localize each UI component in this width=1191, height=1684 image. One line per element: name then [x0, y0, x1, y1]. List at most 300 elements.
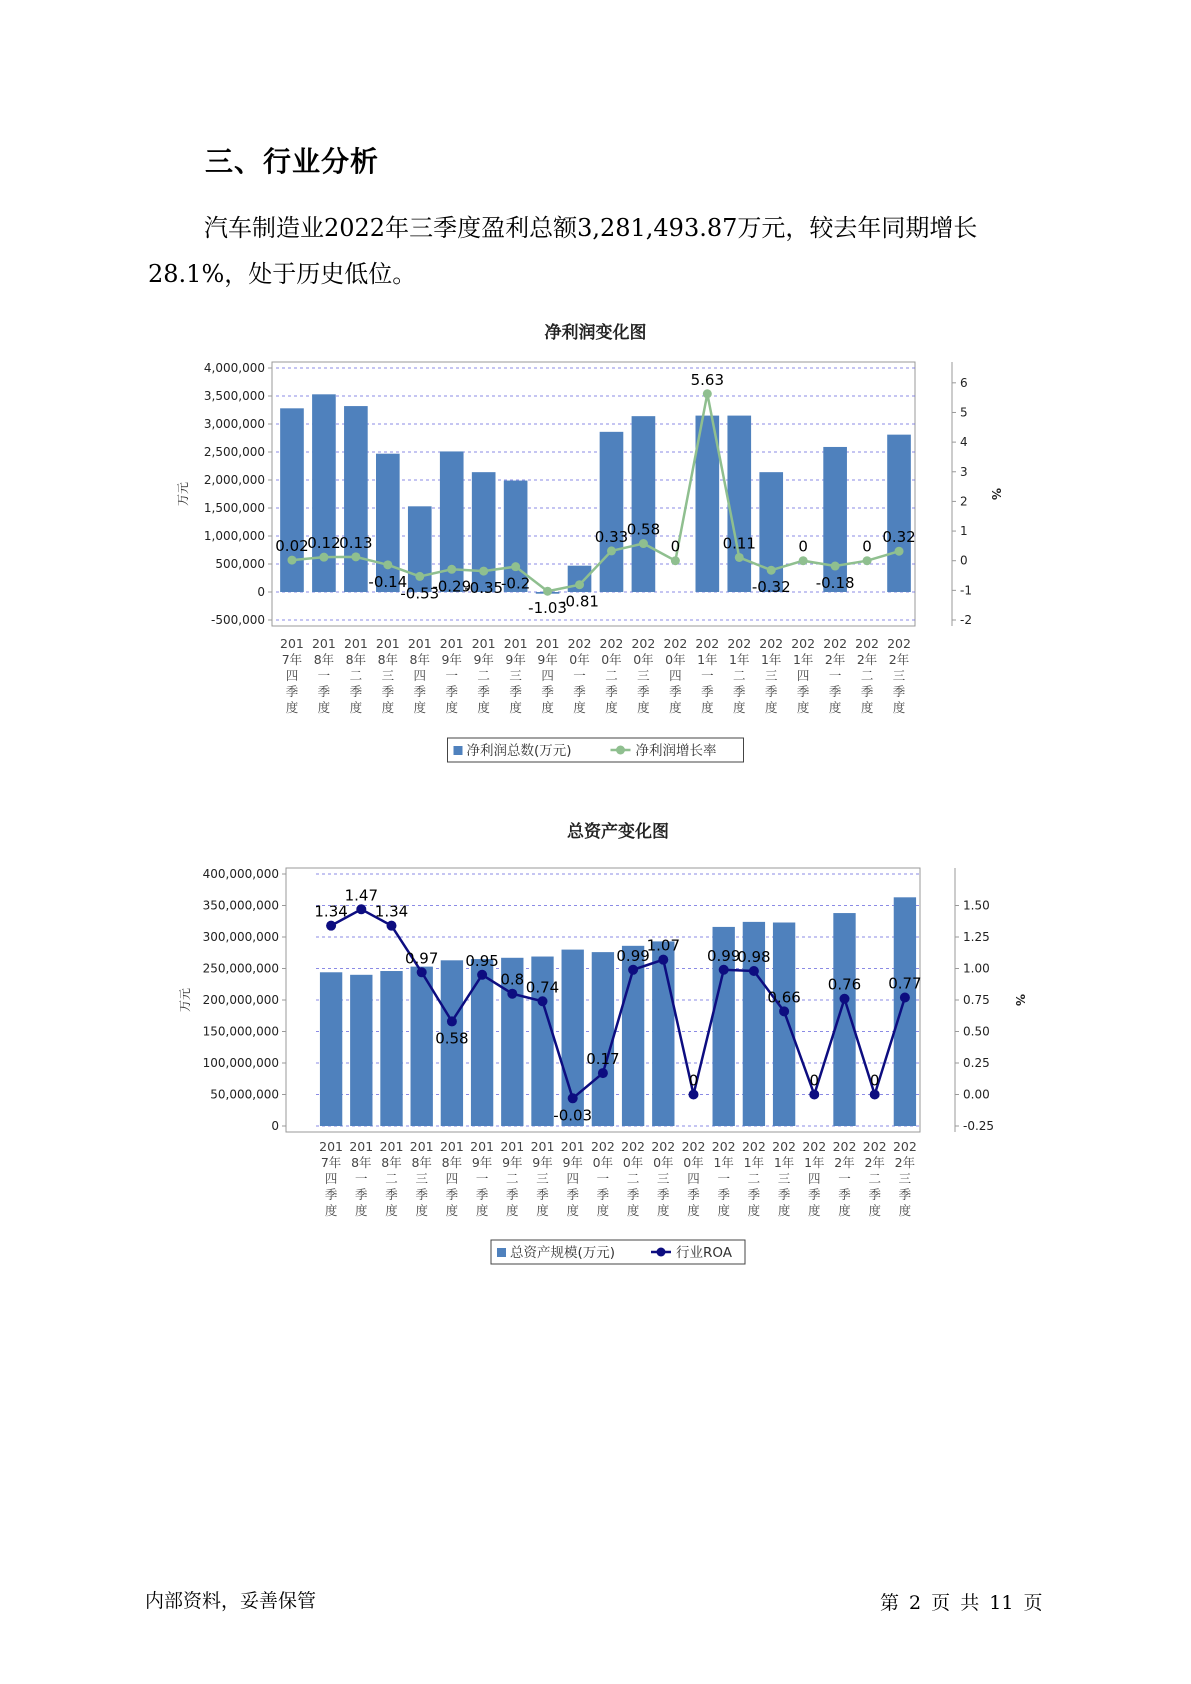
y2-tick-label: 0.75: [963, 993, 990, 1007]
data-label: -0.18: [815, 574, 855, 593]
data-label: 0.76: [827, 975, 862, 994]
x-tick-label: 2年: [894, 1155, 916, 1170]
line-point: [326, 921, 336, 931]
x-tick-label: 度: [415, 1203, 428, 1218]
x-tick-label: 一: [475, 1171, 489, 1186]
y-tick-label: -500,000: [211, 613, 265, 627]
x-tick-label: 202: [663, 636, 688, 651]
x-tick-label: 二: [605, 668, 618, 683]
data-label: 0.58: [626, 520, 661, 539]
bar: [652, 941, 674, 1126]
y2-tick-label: 1.25: [963, 930, 990, 944]
x-tick-label: 度: [445, 700, 458, 715]
bar: [380, 971, 402, 1126]
x-tick-label: 202: [631, 636, 656, 651]
line-point: [356, 904, 366, 914]
x-tick-label: 度: [317, 700, 331, 715]
x-tick-label: 度: [860, 700, 874, 715]
x-tick-label: 二: [860, 668, 874, 683]
x-tick-label: 202: [802, 1139, 827, 1154]
x-tick-label: 9年: [473, 652, 494, 667]
x-tick-label: 季: [669, 684, 682, 699]
y-tick-label: 250,000,000: [202, 961, 279, 976]
data-label: 5.63: [690, 370, 725, 389]
y-tick-label: 50,000,000: [210, 1087, 279, 1102]
data-label: 0.13: [339, 533, 373, 552]
x-tick-label: 季: [596, 1187, 610, 1202]
x-tick-label: 季: [796, 684, 810, 699]
data-label: 0.77: [888, 974, 922, 993]
y2-tick-label: -2: [960, 613, 972, 627]
bar: [894, 897, 916, 1126]
x-tick-label: 201: [560, 1139, 585, 1154]
x-tick-label: 季: [475, 1187, 489, 1202]
x-tick-label: 201: [439, 636, 464, 651]
x-tick-label: 8年: [345, 652, 367, 667]
data-label: 0: [809, 1071, 820, 1090]
x-tick-label: 季: [413, 684, 427, 699]
x-tick-label: 季: [445, 1187, 459, 1202]
x-tick-label: 8年: [377, 652, 399, 667]
x-tick-label: 度: [838, 1203, 851, 1218]
x-tick-label: 8年: [351, 1155, 372, 1170]
x-tick-label: 季: [777, 1187, 791, 1202]
x-tick-label: 202: [695, 636, 720, 651]
x-tick-label: 季: [381, 684, 395, 699]
x-tick-label: 201: [375, 636, 400, 651]
x-tick-label: 二: [868, 1171, 881, 1186]
x-tick-label: 季: [536, 1187, 549, 1202]
bar: [350, 975, 372, 1126]
x-tick-label: 三: [777, 1171, 791, 1186]
x-tick-label: 度: [477, 700, 490, 715]
data-label: 0.98: [737, 948, 771, 967]
x-tick-label: 0年: [592, 1155, 614, 1170]
x-tick-label: 度: [717, 1203, 730, 1218]
x-tick-label: 度: [687, 1203, 700, 1218]
x-tick-label: 二: [477, 668, 490, 683]
legend-line-marker: [657, 1248, 666, 1257]
x-tick-label: 三: [381, 668, 395, 683]
x-tick-label: 度: [777, 1203, 791, 1218]
x-tick-label: 三: [764, 668, 778, 683]
footer-page-number: 第 2 页 共 11 页: [880, 1592, 1043, 1614]
x-tick-label: 度: [285, 700, 299, 715]
x-tick-label: 202: [892, 1139, 917, 1154]
bar: [592, 952, 614, 1126]
x-tick-label: 2年: [856, 652, 878, 667]
x-tick-label: 二: [385, 1171, 398, 1186]
x-tick-label: 0年: [569, 652, 590, 667]
x-tick-label: 0年: [622, 1155, 644, 1170]
data-label: -0.03: [553, 1106, 593, 1125]
x-tick-label: 二: [349, 668, 363, 683]
x-tick-label: 四: [324, 1171, 338, 1186]
x-tick-label: 202: [759, 636, 784, 651]
x-tick-label: 三: [898, 1171, 912, 1186]
legend-line-label: 行业ROA: [676, 1245, 733, 1261]
x-tick-label: 8年: [441, 1155, 463, 1170]
x-tick-label: 三: [415, 1171, 428, 1186]
y-tick-label: 150,000,000: [202, 1024, 279, 1039]
x-tick-label: 三: [657, 1171, 670, 1186]
data-label: 0.17: [586, 1050, 620, 1069]
x-tick-label: 度: [475, 1203, 489, 1218]
x-tick-label: 季: [349, 684, 363, 699]
data-label: 0.02: [275, 537, 309, 556]
x-tick-label: 四: [808, 1171, 821, 1186]
y-tick-label: 3,500,000: [203, 389, 265, 403]
x-tick-label: 202: [681, 1139, 706, 1154]
x-tick-label: 度: [701, 700, 714, 715]
line-point: [779, 1006, 789, 1016]
data-label: 0.74: [525, 978, 560, 997]
x-tick-label: 季: [355, 1187, 368, 1202]
y-tick-label: 0: [271, 1119, 279, 1133]
line-point: [477, 970, 487, 980]
data-label: -0.14: [368, 572, 408, 591]
line-point: [598, 1068, 608, 1078]
legend-bar-swatch: [497, 1248, 506, 1257]
x-tick-label: 202: [621, 1139, 646, 1154]
data-label: -0.53: [400, 584, 440, 603]
x-tick-label: 1年: [792, 652, 814, 667]
data-label: 0: [869, 1071, 880, 1090]
x-tick-label: 一: [838, 1171, 851, 1186]
y2-tick-label: 4: [960, 435, 968, 450]
x-tick-label: 季: [506, 1187, 519, 1202]
x-tick-label: 202: [651, 1139, 676, 1154]
x-tick-label: 季: [764, 684, 778, 699]
x-tick-label: 季: [687, 1187, 700, 1202]
data-label: 0: [670, 537, 681, 556]
line-point: [417, 967, 427, 977]
y-tick-label: 100,000,000: [202, 1056, 279, 1070]
x-tick-label: 9年: [441, 652, 462, 667]
x-tick-label: 2年: [864, 1155, 885, 1170]
x-tick-label: 一: [717, 1171, 730, 1186]
x-tick-label: 季: [324, 1187, 338, 1202]
x-tick-label: 1年: [804, 1155, 825, 1170]
x-tick-label: 季: [415, 1187, 428, 1202]
x-tick-label: 9年: [502, 1155, 523, 1170]
x-tick-label: 度: [605, 700, 618, 715]
x-tick-label: 度: [657, 1203, 670, 1218]
x-tick-label: 201: [379, 1139, 404, 1154]
y-tick-label: 400,000,000: [202, 867, 279, 881]
x-tick-label: 度: [541, 700, 554, 715]
x-tick-label: 一: [701, 668, 714, 683]
bar: [471, 959, 493, 1126]
x-tick-label: 2年: [824, 652, 846, 667]
x-tick-label: 度: [596, 1203, 610, 1218]
x-tick-label: 度: [898, 1203, 912, 1218]
x-tick-label: 201: [407, 636, 432, 651]
x-tick-label: 度: [637, 700, 650, 715]
x-tick-label: 一: [317, 668, 331, 683]
data-label: 0.99: [616, 946, 650, 965]
x-tick-label: 季: [626, 1187, 640, 1202]
x-tick-label: 202: [567, 636, 592, 651]
y2-tick-label: 5: [960, 405, 968, 420]
x-tick-label: 201: [470, 1139, 495, 1154]
x-tick-label: 9年: [471, 1155, 493, 1170]
x-tick-label: 201: [535, 636, 560, 651]
x-tick-label: 1年: [729, 652, 750, 667]
x-tick-label: 季: [898, 1187, 912, 1202]
x-tick-label: 202: [772, 1139, 797, 1154]
data-label: -1.03: [528, 599, 567, 618]
x-tick-label: 202: [727, 636, 752, 651]
x-tick-label: 三: [509, 668, 522, 683]
y-axis-title: 万元: [176, 481, 190, 507]
x-tick-label: 度: [324, 1203, 338, 1218]
data-label: -0.29: [432, 577, 472, 596]
y2-tick-label: 1.00: [963, 961, 990, 976]
x-tick-label: 季: [445, 684, 458, 699]
x-tick-label: 季: [477, 684, 490, 699]
x-tick-label: 201: [500, 1139, 525, 1154]
legend-bar-label: 净利润总数(万元): [466, 743, 572, 759]
y2-tick-label: 6: [960, 375, 968, 390]
data-label: 0: [688, 1071, 699, 1090]
x-tick-label: 201: [343, 636, 368, 651]
x-tick-label: 202: [832, 1139, 857, 1154]
chart-title: 总资产变化图: [567, 822, 669, 842]
y-tick-label: 4,000,000: [203, 361, 265, 375]
x-tick-label: 季: [605, 684, 618, 699]
x-tick-label: 1年: [713, 1155, 734, 1170]
x-tick-label: 一: [355, 1171, 368, 1186]
x-tick-label: 9年: [532, 1155, 553, 1170]
x-tick-label: 202: [741, 1139, 766, 1154]
x-tick-label: 季: [573, 684, 586, 699]
x-tick-label: 度: [669, 700, 682, 715]
data-label: 0.8: [500, 970, 525, 989]
x-tick-label: 度: [733, 700, 746, 715]
y-tick-label: 0: [257, 585, 265, 599]
y-tick-label: 3,000,000: [203, 417, 265, 431]
x-tick-label: 二: [626, 1171, 640, 1186]
line-point: [658, 955, 668, 965]
x-tick-label: 8年: [381, 1155, 402, 1170]
y2-tick-label: 0.25: [963, 1056, 990, 1070]
x-tick-label: 季: [733, 684, 746, 699]
x-tick-label: 1年: [697, 652, 718, 667]
line-point: [507, 989, 517, 999]
y2-tick-label: 0.00: [963, 1087, 990, 1102]
y-tick-label: 1,000,000: [203, 529, 265, 543]
x-tick-label: 季: [868, 1187, 881, 1202]
line-point: [749, 966, 759, 976]
x-tick-label: 度: [381, 700, 395, 715]
x-tick-label: 0年: [601, 652, 622, 667]
y-tick-label: 500,000: [215, 557, 265, 571]
data-label: 0.32: [882, 528, 916, 547]
x-tick-label: 9年: [537, 652, 558, 667]
x-tick-label: 二: [747, 1171, 761, 1186]
data-label: 0.97: [404, 949, 439, 968]
data-label: -0.81: [560, 592, 599, 611]
x-tick-label: 季: [657, 1187, 670, 1202]
x-tick-label: 一: [828, 668, 842, 683]
x-tick-label: 季: [828, 684, 842, 699]
y-tick-label: 350,000,000: [202, 898, 279, 913]
x-tick-label: 201: [280, 636, 304, 651]
data-label: 0.66: [767, 988, 801, 1007]
x-tick-label: 9年: [505, 652, 526, 667]
x-tick-label: 四: [669, 668, 682, 683]
x-tick-label: 201: [439, 1139, 464, 1154]
y2-tick-label: 1.50: [963, 898, 990, 913]
x-tick-label: 201: [409, 1139, 434, 1154]
x-tick-label: 2年: [834, 1155, 855, 1170]
data-label: 0.33: [594, 527, 629, 546]
x-tick-label: 一: [596, 1171, 610, 1186]
x-tick-label: 201: [319, 1139, 344, 1154]
x-tick-label: 度: [764, 700, 778, 715]
x-tick-label: 度: [566, 1203, 579, 1218]
x-tick-label: 度: [413, 700, 427, 715]
x-tick-label: 季: [566, 1187, 579, 1202]
x-tick-label: 1年: [743, 1155, 765, 1170]
x-tick-label: 1年: [773, 1155, 795, 1170]
x-tick-label: 201: [530, 1139, 555, 1154]
x-tick-label: 季: [541, 684, 554, 699]
x-tick-label: 度: [573, 700, 586, 715]
data-label: 0: [862, 537, 872, 556]
summary-paragraph: 汽车制造业2022年三季度盈利总额3,281,493.87万元，较去年同期增长28.1%，处于历史低位。: [148, 214, 978, 288]
x-tick-label: 0年: [665, 652, 686, 667]
x-tick-label: 201: [471, 636, 496, 651]
x-tick-label: 季: [637, 684, 650, 699]
bar: [411, 967, 433, 1126]
data-label: 0.11: [722, 534, 756, 553]
x-tick-label: 度: [355, 1203, 368, 1218]
y2-tick-label: 0: [960, 553, 968, 568]
line-point: [447, 1016, 457, 1026]
footer-confidential-note: 内部资料，妥善保管: [145, 1590, 317, 1612]
x-tick-label: 202: [791, 636, 816, 651]
line-point: [870, 1090, 880, 1100]
y2-tick-label: -1: [960, 583, 972, 598]
data-label: 1.07: [646, 936, 681, 955]
x-tick-label: 7年: [281, 652, 303, 667]
x-tick-label: 季: [317, 684, 331, 699]
x-tick-label: 0年: [653, 1155, 674, 1170]
x-tick-label: 季: [747, 1187, 761, 1202]
chart-title: 净利润变化图: [544, 323, 647, 343]
x-tick-label: 202: [887, 636, 911, 651]
y2-tick-label: 2: [960, 494, 968, 509]
x-tick-label: 四: [796, 668, 810, 683]
y-tick-label: 300,000,000: [202, 930, 279, 944]
line-point: [809, 1090, 819, 1100]
y2-axis-title: %: [1013, 993, 1027, 1007]
x-tick-label: 季: [285, 684, 299, 699]
data-label: -0.2: [500, 574, 531, 593]
x-tick-label: 季: [892, 684, 906, 699]
x-tick-label: 202: [599, 636, 624, 651]
line-point: [538, 996, 548, 1006]
line-point: [387, 921, 397, 931]
x-tick-label: 度: [509, 700, 522, 715]
x-tick-label: 季: [717, 1187, 730, 1202]
y2-tick-label: 0.50: [963, 1024, 990, 1039]
line-point: [900, 992, 910, 1002]
x-tick-label: 季: [860, 684, 874, 699]
x-tick-label: 四: [413, 668, 427, 683]
x-tick-label: 度: [536, 1203, 549, 1218]
x-tick-label: 度: [808, 1203, 821, 1218]
y-tick-label: 2,000,000: [203, 473, 265, 487]
line-point: [840, 994, 850, 1004]
x-tick-label: 度: [445, 1203, 459, 1218]
x-tick-label: 202: [711, 1139, 736, 1154]
x-tick-label: 201: [349, 1139, 374, 1154]
x-tick-label: 四: [541, 668, 554, 683]
data-label: 1.34: [374, 902, 409, 921]
x-tick-label: 四: [566, 1171, 579, 1186]
x-tick-label: 度: [506, 1203, 519, 1218]
y-axis-title: 万元: [178, 987, 192, 1013]
x-tick-label: 2年: [888, 652, 910, 667]
x-tick-label: 四: [687, 1171, 700, 1186]
x-tick-label: 度: [868, 1203, 881, 1218]
x-tick-label: 二: [506, 1171, 519, 1186]
bar: [773, 923, 795, 1126]
x-tick-label: 7年: [320, 1155, 342, 1170]
legend-line-label: 净利润增长率: [635, 743, 717, 759]
x-tick-label: 一: [445, 668, 458, 683]
x-tick-label: 季: [701, 684, 714, 699]
x-tick-label: 三: [637, 668, 650, 683]
x-tick-label: 度: [828, 700, 842, 715]
x-tick-label: 9年: [562, 1155, 583, 1170]
data-label: 1.47: [344, 886, 379, 905]
legend-bar-label: 总资产规模(万元): [510, 1245, 616, 1261]
x-tick-label: 8年: [313, 652, 335, 667]
x-tick-label: 季: [509, 684, 522, 699]
data-label: 0.58: [435, 1029, 469, 1048]
x-tick-label: 四: [285, 668, 299, 683]
x-tick-label: 202: [862, 1139, 887, 1154]
x-tick-label: 202: [590, 1139, 615, 1154]
y2-tick-label: 1: [960, 524, 968, 539]
bar: [320, 972, 342, 1126]
data-label: 0: [798, 537, 808, 556]
x-tick-label: 度: [796, 700, 810, 715]
data-label: -0.35: [464, 579, 504, 598]
y2-tick-label: -0.25: [963, 1119, 995, 1133]
x-tick-label: 度: [747, 1203, 761, 1218]
y-tick-label: 200,000,000: [202, 993, 279, 1007]
x-tick-label: 0年: [633, 652, 654, 667]
x-tick-label: 8年: [411, 1155, 432, 1170]
x-tick-label: 一: [573, 668, 586, 683]
y-tick-label: 2,500,000: [203, 445, 265, 459]
x-tick-label: 三: [536, 1171, 549, 1186]
data-label: 0.95: [465, 951, 499, 970]
x-tick-label: 8年: [409, 652, 431, 667]
line-point: [719, 965, 729, 975]
y2-axis-title: %: [989, 487, 1003, 501]
line-point: [628, 965, 638, 975]
line-point: [568, 1093, 578, 1103]
x-tick-label: 四: [445, 1171, 459, 1186]
data-label: 1.34: [314, 902, 348, 921]
x-tick-label: 度: [349, 700, 363, 715]
